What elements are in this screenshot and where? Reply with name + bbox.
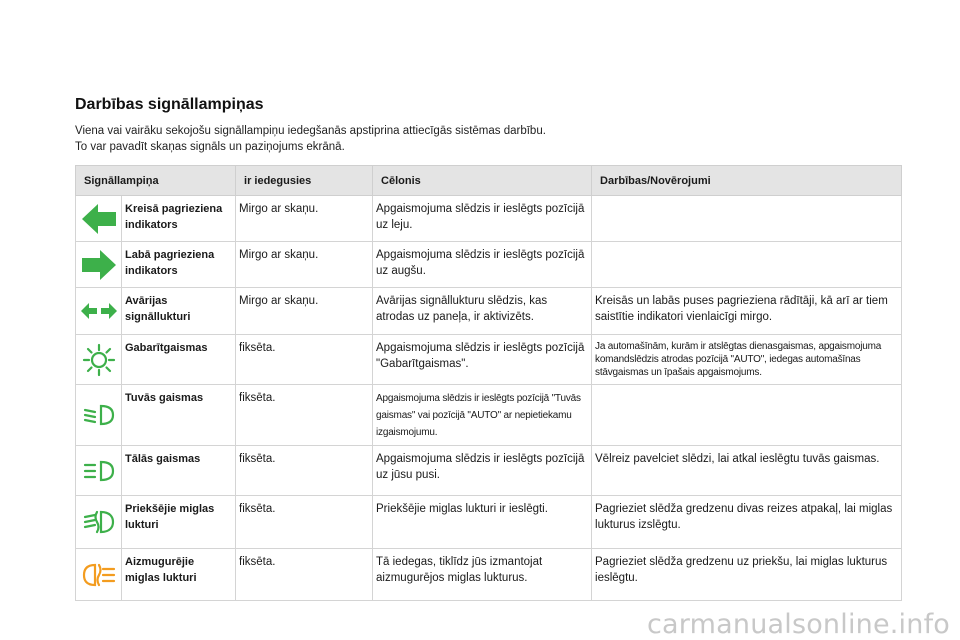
lamp-name: Tuvās gaismas	[122, 385, 236, 446]
lamp-action: Kreisās un labās puses pagrieziena rādītāji, kā arī ar tiem saistītie indikatori vienlaicīgi mirgo.	[592, 288, 902, 335]
rear-fog-icon	[81, 562, 117, 588]
hazard-arrows-icon	[80, 301, 118, 321]
header-lamp: Signāllampiņa	[76, 166, 236, 196]
table-row	[76, 288, 902, 335]
table-header-row	[76, 166, 902, 196]
lamp-cause: Avārijas signāllukturu slēdzis, kas atrodas uz paneļa, ir aktivizēts.	[373, 288, 592, 335]
table-row	[76, 549, 902, 601]
lamp-name: Kreisā pagrieziena indikators	[122, 196, 236, 242]
lamp-action: Vēlreiz pavelciet slēdzi, lai atkal ieslēgtu tuvās gaismas.	[592, 446, 902, 496]
lamp-cause: Apgaismojuma slēdzis ir ieslēgts pozīcijā "Tuvās gaismas" vai pozīcijā "AUTO" ar nepietiekamu izgaismojumu.	[373, 385, 592, 446]
lamp-cause: Apgaismojuma slēdzis ir ieslēgts pozīcijā uz jūsu pusi.	[373, 446, 592, 496]
table-row	[76, 385, 902, 446]
lamp-action: Ja automašīnām, kurām ir atslēgtas dienasgaismas, apgaismojuma komandslēdzis atrodas pozīcijā "AUTO", iedegas automašīnas stāvgaismas un īpašais apgaismojums.	[592, 335, 902, 385]
left-arrow-icon	[80, 202, 118, 236]
lamp-cause: Apgaismojuma slēdzis ir ieslēgts pozīcijā uz leju.	[373, 196, 592, 242]
lamp-action	[592, 242, 902, 288]
lamp-when: fiksēta.	[236, 335, 373, 385]
lamp-cause: Priekšējie miglas lukturi ir ieslēgti.	[373, 496, 592, 549]
lamp-when: Mirgo ar skaņu.	[236, 242, 373, 288]
table-row	[76, 446, 902, 496]
lamp-cause: Apgaismojuma slēdzis ir ieslēgts pozīcijā uz augšu.	[373, 242, 592, 288]
lamp-when: fiksēta.	[236, 549, 373, 601]
right-arrow-icon	[80, 248, 118, 282]
intro-line-1: Viena vai vairāku sekojošu signāllampiņu iedegšanās apstiprina attiecīgās sistēmas darbību.	[75, 125, 546, 137]
intro-text	[75, 123, 546, 155]
lamp-name: Avārijas signāllukturi	[122, 288, 236, 335]
page-title: Darbības signāllampiņas	[75, 96, 264, 113]
lamp-cause: Apgaismojuma slēdzis ir ieslēgts pozīcijā "Gabarītgaismas".	[373, 335, 592, 385]
header-cause: Cēlonis	[373, 166, 592, 196]
dipped-beam-icon	[81, 404, 117, 426]
lamp-action: Pagrieziet slēdža gredzenu divas reizes atpakaļ, lai miglas lukturus izslēgtu.	[592, 496, 902, 549]
lamp-action	[592, 385, 902, 446]
lamp-name: Priekšējie miglas lukturi	[122, 496, 236, 549]
sidelights-icon	[81, 343, 117, 377]
table-row	[76, 496, 902, 549]
intro-line-2: To var pavadīt skaņas signāls un paziņojums ekrānā.	[75, 141, 345, 153]
lamp-when: Mirgo ar skaņu.	[236, 196, 373, 242]
lamp-when: fiksēta.	[236, 385, 373, 446]
header-when: ir iedegusies	[236, 166, 373, 196]
table-row	[76, 335, 902, 385]
main-beam-icon	[81, 460, 117, 482]
lamp-name: Gabarītgaismas	[122, 335, 236, 385]
lamp-when: Mirgo ar skaņu.	[236, 288, 373, 335]
lamp-action: Pagrieziet slēdža gredzenu uz priekšu, lai miglas lukturus ieslēgtu.	[592, 549, 902, 601]
lamp-name: Tālās gaismas	[122, 446, 236, 496]
lamp-action	[592, 196, 902, 242]
lamp-name: Aizmugurējie miglas lukturi	[122, 549, 236, 601]
lamp-when: fiksēta.	[236, 496, 373, 549]
warning-lamps-table	[75, 165, 902, 601]
lamp-cause: Tā iedegas, tiklīdz jūs izmantojat aizmugurējos miglas lukturus.	[373, 549, 592, 601]
lamp-name: Labā pagrieziena indikators	[122, 242, 236, 288]
watermark: carmanualsonline.info	[647, 609, 950, 640]
table-row	[76, 242, 902, 288]
front-fog-icon	[81, 509, 117, 535]
header-action: Darbības/Novērojumi	[592, 166, 902, 196]
lamp-when: fiksēta.	[236, 446, 373, 496]
table-row	[76, 196, 902, 242]
